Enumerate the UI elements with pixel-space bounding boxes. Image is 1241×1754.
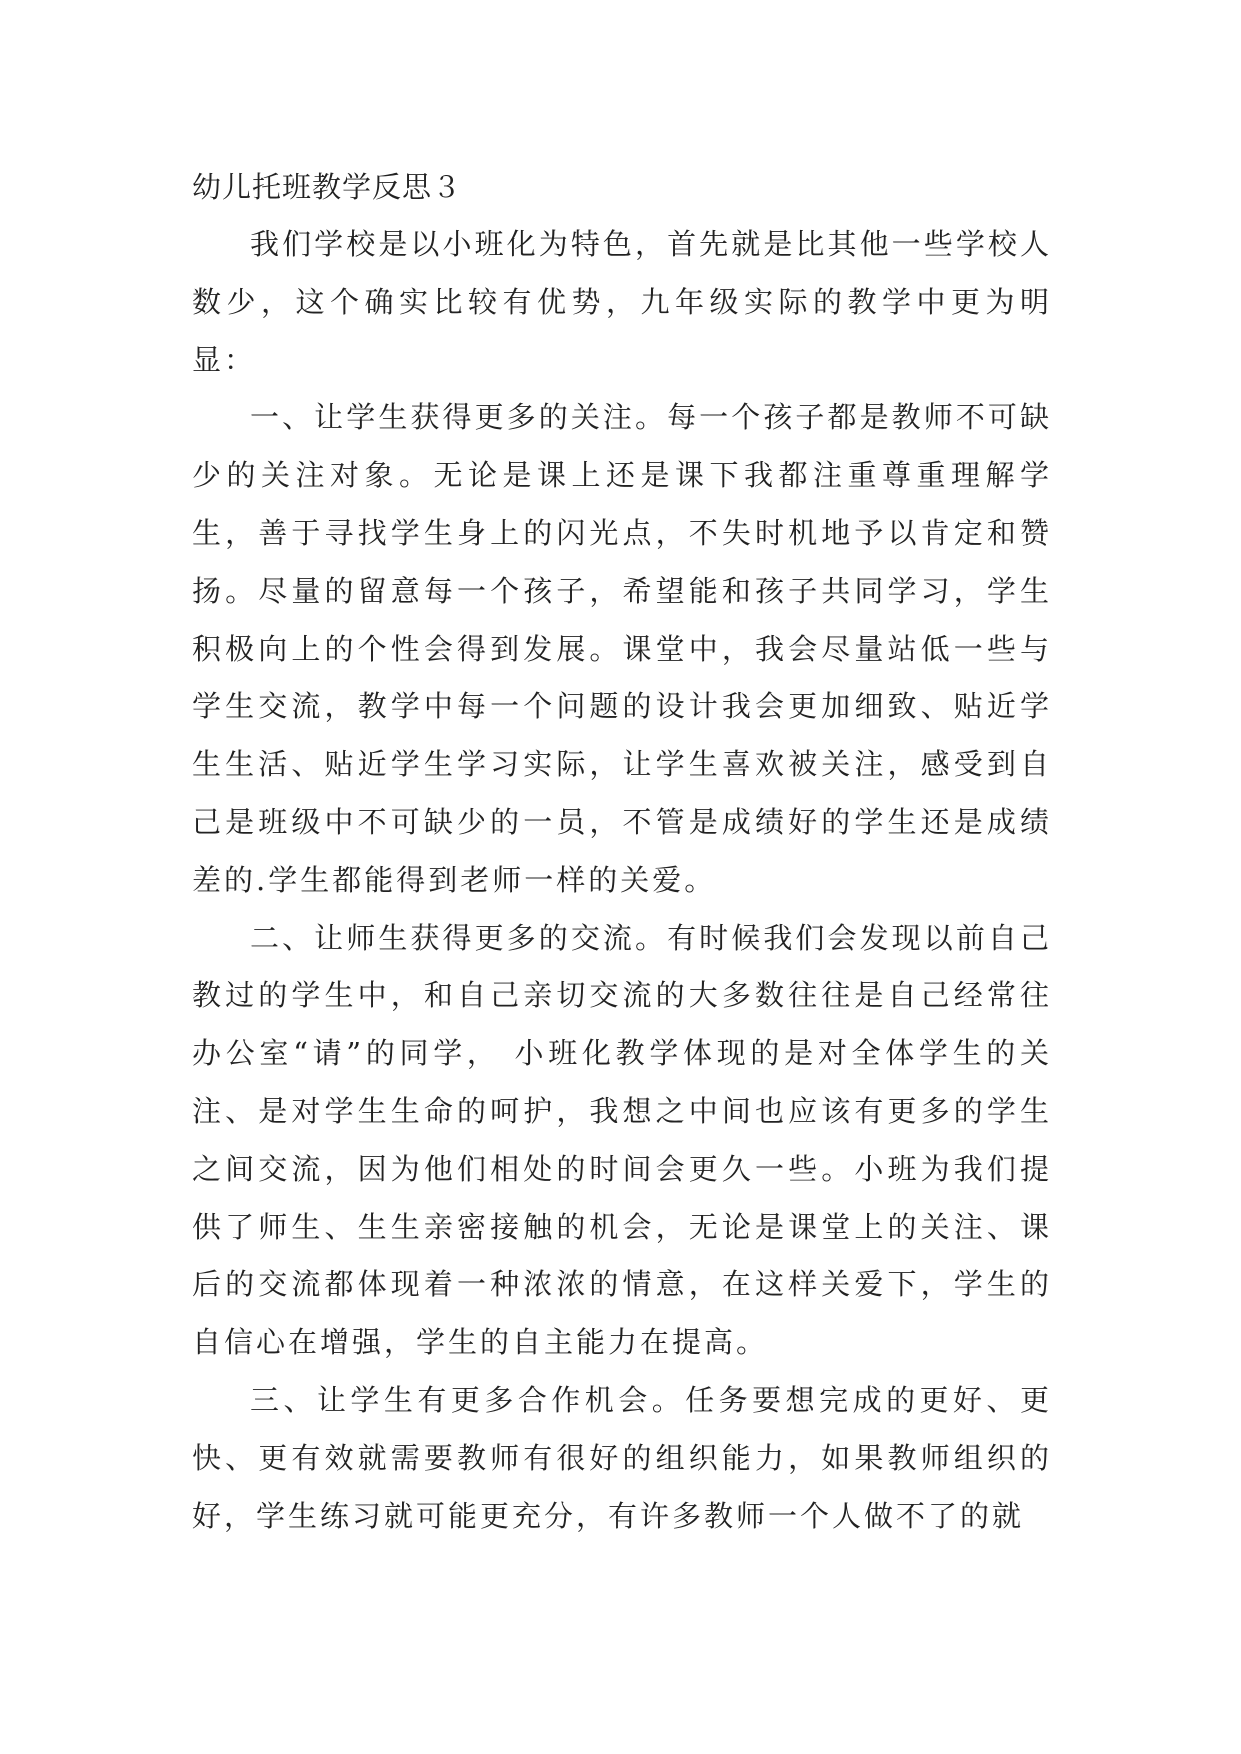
paragraph-point-two: 二、让师生获得更多的交流。有时候我们会发现以前自己教过的学生中，和自己亲切交流的大多数往往是自己经常往办公室“请”的同学， 小班化教学体现的是对全体学生的关注、是对学生生命的呵护，我想之中间也应该有更多的学生之间交流，因为他们相处的时间会更久一些。小班为我们提供了师生、生生亲密接触的机会，无论是课堂上的关注、课后的交流都体现着一种浓浓的情意，在这样关爱下，学生的自信心在增强，学生的自主能力在提高。 (192, 920, 1052, 1360)
document-body (192, 158, 1052, 1545)
document-title: 幼儿托班教学反思３ (192, 170, 463, 204)
paragraph-intro: 我们学校是以小班化为特色，首先就是比其他一些学校人数少，这个确实比较有优势，九年级实际的教学中更为明显： (192, 227, 1052, 377)
paragraph-point-one: 一、让学生获得更多的关注。每一个孩子都是教师不可缺少的关注对象。无论是课上还是课下我都注重尊重理解学生，善于寻找学生身上的闪光点，不失时机地予以肯定和赞扬。尽量的留意每一个孩子，希望能和孩子共同学习，学生积极向上的个性会得到发展。课堂中，我会尽量站低一些与学生交流，教学中每一个问题的设计我会更加细致、贴近学生生活、贴近学生学习实际，让学生喜欢被关注，感受到自己是班级中不可缺少的一员，不管是成绩好的学生还是成绩差的.学生都能得到老师一样的关爱。 (192, 400, 1052, 897)
paragraph-point-three: 三、让学生有更多合作机会。任务要想完成的更好、更快、更有效就需要教师有很好的组织能力，如果教师组织的好，学生练习就可能更充分，有许多教师一个人做不了的就 (192, 1382, 1052, 1533)
